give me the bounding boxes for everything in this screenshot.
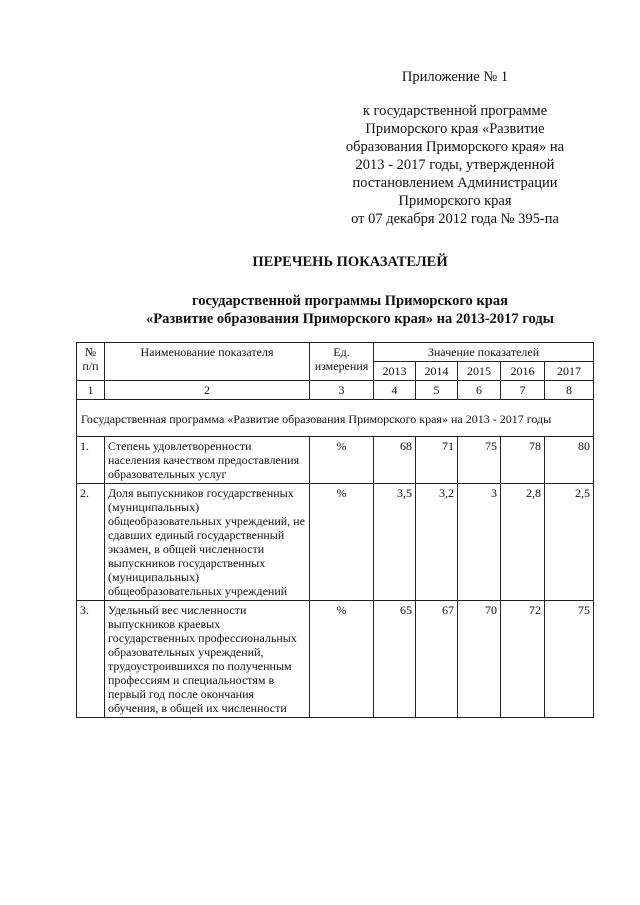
subtitle-line-1: государственной программы Приморского края [192,293,508,309]
row-unit: % [310,484,374,601]
header-num-line-1: № [84,345,97,359]
year-cell: 2015 [458,362,501,381]
table-row [77,484,594,601]
row-value: 3 [458,484,501,601]
column-number-cell: 7 [501,381,545,400]
row-unit: % [310,437,374,484]
row-value: 2,5 [545,484,594,601]
year-cell: 2013 [374,362,416,381]
appendix-title: Приложение № 1 [401,69,509,85]
subtitle-line-2: «Развитие образования Приморского края» на 2013-2017 годы [145,311,555,327]
column-number-row [77,381,594,400]
appendix-line: Приморского края [398,193,512,209]
row-value: 68 [374,437,416,484]
column-number-cell: 4 [374,381,416,400]
table-row [77,601,594,718]
appendix-line: образования Приморского края» на [345,139,565,155]
header-unit-cell [310,343,374,381]
row-number: 3. [77,601,105,718]
row-unit: % [310,601,374,718]
column-number-cell: 8 [545,381,594,400]
appendix-line: 2013 - 2017 годы, утвержденной [355,157,555,173]
appendix-block [340,68,570,228]
appendix-line: Приморского края «Развитие [365,121,545,137]
row-value: 75 [545,601,594,718]
header-name-cell: Наименование показателя [105,343,310,381]
header-values-cell: Значение показателей [374,343,594,362]
table-row [77,437,594,484]
column-number-cell: 3 [310,381,374,400]
indicators-table [76,342,594,718]
column-number-cell: 5 [416,381,458,400]
row-indicator-name: Доля выпускников государственных (муниципальных) общеобразовательных учреждений, не сдавших единый государственный экзамен, в общей численности выпускников государственных (муниципальных) общеобразовательных учреждений [105,484,310,601]
appendix-line: постановлением Администрации [352,175,558,191]
header-row [77,343,594,362]
column-number-cell: 1 [77,381,105,400]
row-number: 2. [77,484,105,601]
row-value: 67 [416,601,458,718]
row-value: 3,2 [416,484,458,601]
row-value: 70 [458,601,501,718]
document-title: ПЕРЕЧЕНЬ ПОКАЗАТЕЛЕЙ [252,254,448,270]
header-unit-line-1: Ед. [333,345,350,359]
section-title-cell: Государственная программа «Развитие образования Приморского края» на 2013 - 2017 годы [77,400,594,437]
row-value: 65 [374,601,416,718]
column-number-cell: 2 [105,381,310,400]
year-cell: 2014 [416,362,458,381]
row-indicator-name: Удельный вес численности выпускников краевых государственных профессиональных образовательных учреждений, трудоустроившихся по полученным профессиям и специальностям в первый год после окончания обучения, в общей их численности [105,601,310,718]
row-value: 2,8 [501,484,545,601]
row-number: 1. [77,437,105,484]
appendix-line: от 07 декабря 2012 года № 395-па [351,211,559,227]
row-value: 80 [545,437,594,484]
header-unit-line-2: измерения [314,359,369,373]
appendix-line: к государственной программе [362,103,548,119]
column-number-cell: 6 [458,381,501,400]
header-num-cell [77,343,105,381]
row-value: 72 [501,601,545,718]
row-value: 75 [458,437,501,484]
document-subtitle [60,292,640,328]
row-value: 3,5 [374,484,416,601]
row-indicator-name: Степень удовлетворенности населения качеством предоставления образовательных услуг [105,437,310,484]
year-cell: 2017 [545,362,594,381]
year-cell: 2016 [501,362,545,381]
row-value: 71 [416,437,458,484]
row-value: 78 [501,437,545,484]
section-row [77,400,594,437]
header-num-line-2: п/п [82,359,99,373]
